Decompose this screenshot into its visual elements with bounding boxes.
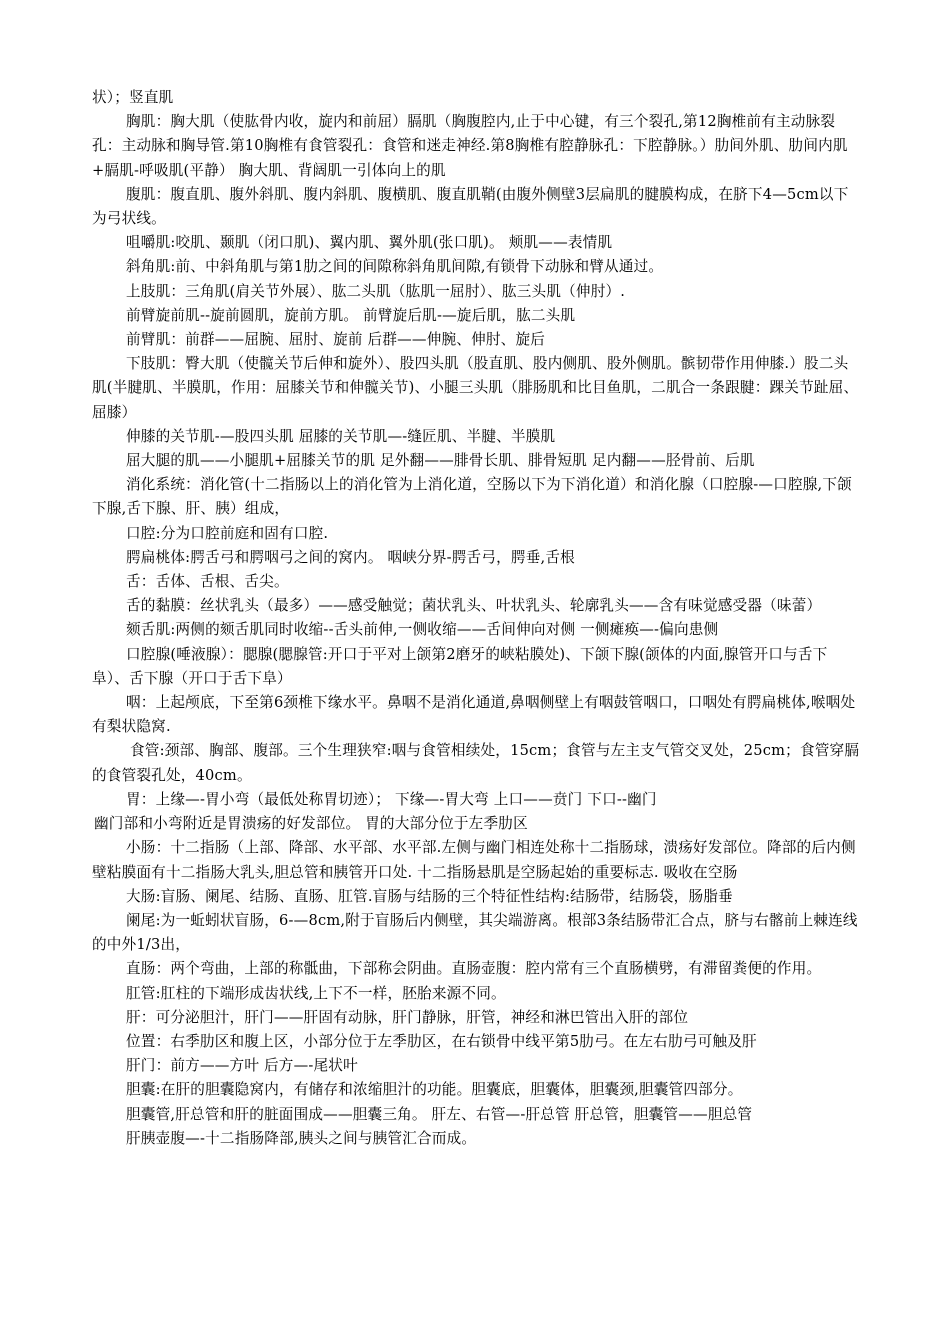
paragraph: 腹肌：腹直肌、腹外斜肌、腹内斜肌、腹横肌、腹直肌鞘(由腹外侧壁3层扁肌的腱膜构成，在脐下4—5cm以下为弓状线。 (92, 185, 849, 228)
paragraph: 前臂旋前肌--旋前圆肌，旋前方肌。 前臂旋后肌-—旋后肌，肱二头肌 (126, 306, 576, 324)
paragraph: 食管:颈部、胸部、腹部。三个生理狭窄:咽与食管相续处，15cm；食管与左主支气管交叉处，25cm；食管穿膈的食管裂孔处，40cm。 (92, 742, 860, 784)
paragraph: 位置：右季肋区和腹上区，小部分位于左季肋区，在右锁骨中线平第5肋弓。在左右肋弓可触及肝 (126, 1032, 757, 1050)
paragraph: 前臂肌：前群——屈腕、屈肘、旋前 后群——伸腕、伸肘、旋后 (126, 331, 546, 349)
paragraph: 咀嚼肌:咬肌、颞肌（闭口肌)、翼内肌、翼外肌(张口肌)。 颊肌——表情肌 (126, 234, 613, 252)
paragraph: 腭扁桃体:腭舌弓和腭咽弓之间的窝内。 咽峡分界-腭舌弓，腭垂,舌根 (126, 548, 575, 566)
paragraph: 大肠:盲肠、阑尾、结肠、直肠、肛管.盲肠与结肠的三个特征性结构:结肠带，结肠袋，肠脂垂 (126, 887, 733, 905)
paragraph: 直肠：两个弯曲，上部的称骶曲，下部称会阴曲。直肠壶腹：腔内常有三个直肠横劈，有滞留粪便的作用。 (126, 960, 822, 978)
paragraph: 小肠：十二指肠（上部、降部、水平部、水平部.左侧与幽门相连处称十二指肠球，溃疡好发部位。降部的后内侧壁粘膜面有十二指肠大乳头,胆总管和胰管开口处. 十二指肠悬肌是空肠起始的重要标志. 吸收在空肠 (92, 839, 856, 881)
paragraph: 胆囊管,肝总管和肝的脏面围成——胆囊三角。 肝左、右管—-肝总管 肝总管，胆囊管——胆总管 (126, 1105, 753, 1123)
paragraph: 肛管:肛柱的下端形成齿状线,上下不一样，胚胎来源不同。 (126, 984, 506, 1002)
document-page (92, 86, 862, 1151)
paragraph: 咽：上起颅底，下至第6颈椎下缘水平。鼻咽不是消化通道,鼻咽侧壁上有咽鼓管咽口，口咽处有腭扁桃体,喉咽处有梨状隐窝. (92, 694, 856, 736)
paragraph: 胆囊:在肝的胆囊隐窝内，有储存和浓缩胆汁的功能。胆囊底，胆囊体，胆囊颈,胆囊管四部分。 (126, 1081, 743, 1099)
paragraph: 幽门部和小弯附近是胃溃疡的好发部位。 胃的大部分位于左季肋区 (94, 815, 528, 833)
paragraph: 消化系统：消化管(十二指肠以上的消化管为上消化道，空肠以下为下消化道）和消化腺（口腔腺-—口腔腺,下颌下腺,舌下腺、肝、胰）组成， (92, 476, 852, 518)
paragraph: 肝：可分泌胆汁，肝门——肝固有动脉，肝门静脉，肝管，神经和淋巴管出入肝的部位 (126, 1008, 689, 1026)
paragraph: 胸肌：胸大肌（使肱骨内收，旋内和前屈）膈肌（胸腹腔内,止于中心键，有三个裂孔,第12胸椎前有主动脉裂孔：主动脉和胸导管.第10胸椎有食管裂孔：食管和迷走神经.第8胸椎有腔静脉孔：下腔静脉。）肋间外肌、肋间内肌+膈肌-呼吸肌(平静） 胸大肌、背阔肌一引体向上的肌 (92, 113, 848, 179)
paragraph: 舌：舌体、舌根、舌尖。 (126, 573, 289, 591)
paragraph: 屈大腿的肌——小腿肌+屈膝关节的肌 足外翻——腓骨长肌、腓骨短肌 足内翻——胫骨前、后肌 (126, 452, 755, 470)
paragraph: 口腔:分为口腔前庭和固有口腔. (126, 524, 329, 542)
paragraph: 下肢肌：臀大肌（使髋关节后伸和旋外）、股四头肌（股直肌、股内侧肌、股外侧肌。髌韧带作用伸膝.）股二头肌(半腱肌、半膜肌，作用：屈膝关节和伸髋关节)、小腿三头肌（腓肠肌和比目鱼肌，二肌合一条跟腱：踝关节趾屈、屈膝） (92, 355, 859, 421)
paragraph: 阑尾:为一蚯蚓状盲肠，6-—8cm,附于盲肠后内侧壁，其尖端游离。根部3条结肠带汇合点，脐与右髂前上棘连线的中外1/3出， (92, 911, 858, 954)
paragraph: 斜角肌:前、中斜角肌与第1肋之间的间隙称斜角肌间隙,有锁骨下动脉和臂从通过。 (126, 258, 664, 276)
paragraph: 舌的黏膜：丝状乳头（最多）——感受触觉；菌状乳头、叶状乳头、轮廓乳头——含有味觉感受器（味蕾） (126, 597, 822, 615)
paragraph: 状）；竖直肌 (92, 89, 174, 106)
paragraph: 颏舌肌:两侧的颏舌肌同时收缩--舌头前伸,一侧收缩——舌间伸向对侧 一侧瘫痪—-偏向患侧 (126, 621, 719, 639)
paragraph: 上肢肌：三角肌(肩关节外展）、肱二头肌（肱肌一屈肘）、肱三头肌（伸肘）. (126, 282, 626, 300)
paragraph: 肝胰壶腹—-十二指肠降部,胰头之间与胰管汇合而成。 (126, 1129, 477, 1147)
paragraph: 伸膝的关节肌-—股四头肌 屈膝的关节肌—-缝匠肌、半腱、半膜肌 (126, 427, 556, 445)
paragraph: 口腔腺(唾液腺）：腮腺(腮腺管:开口于平对上颌第2磨牙的峡粘膜处)、下颌下腺(颌体的内面,腺管开口与舌下阜）、舌下腺（开口于舌下阜） (92, 645, 828, 687)
paragraph: 肝门：前方——方叶 后方—-尾状叶 (126, 1057, 358, 1075)
paragraph: 胃：上缘—-胃小弯（最低处称胃切迹）； 下缘—-胃大弯 上口——贲门 下口--幽门 (126, 790, 657, 808)
